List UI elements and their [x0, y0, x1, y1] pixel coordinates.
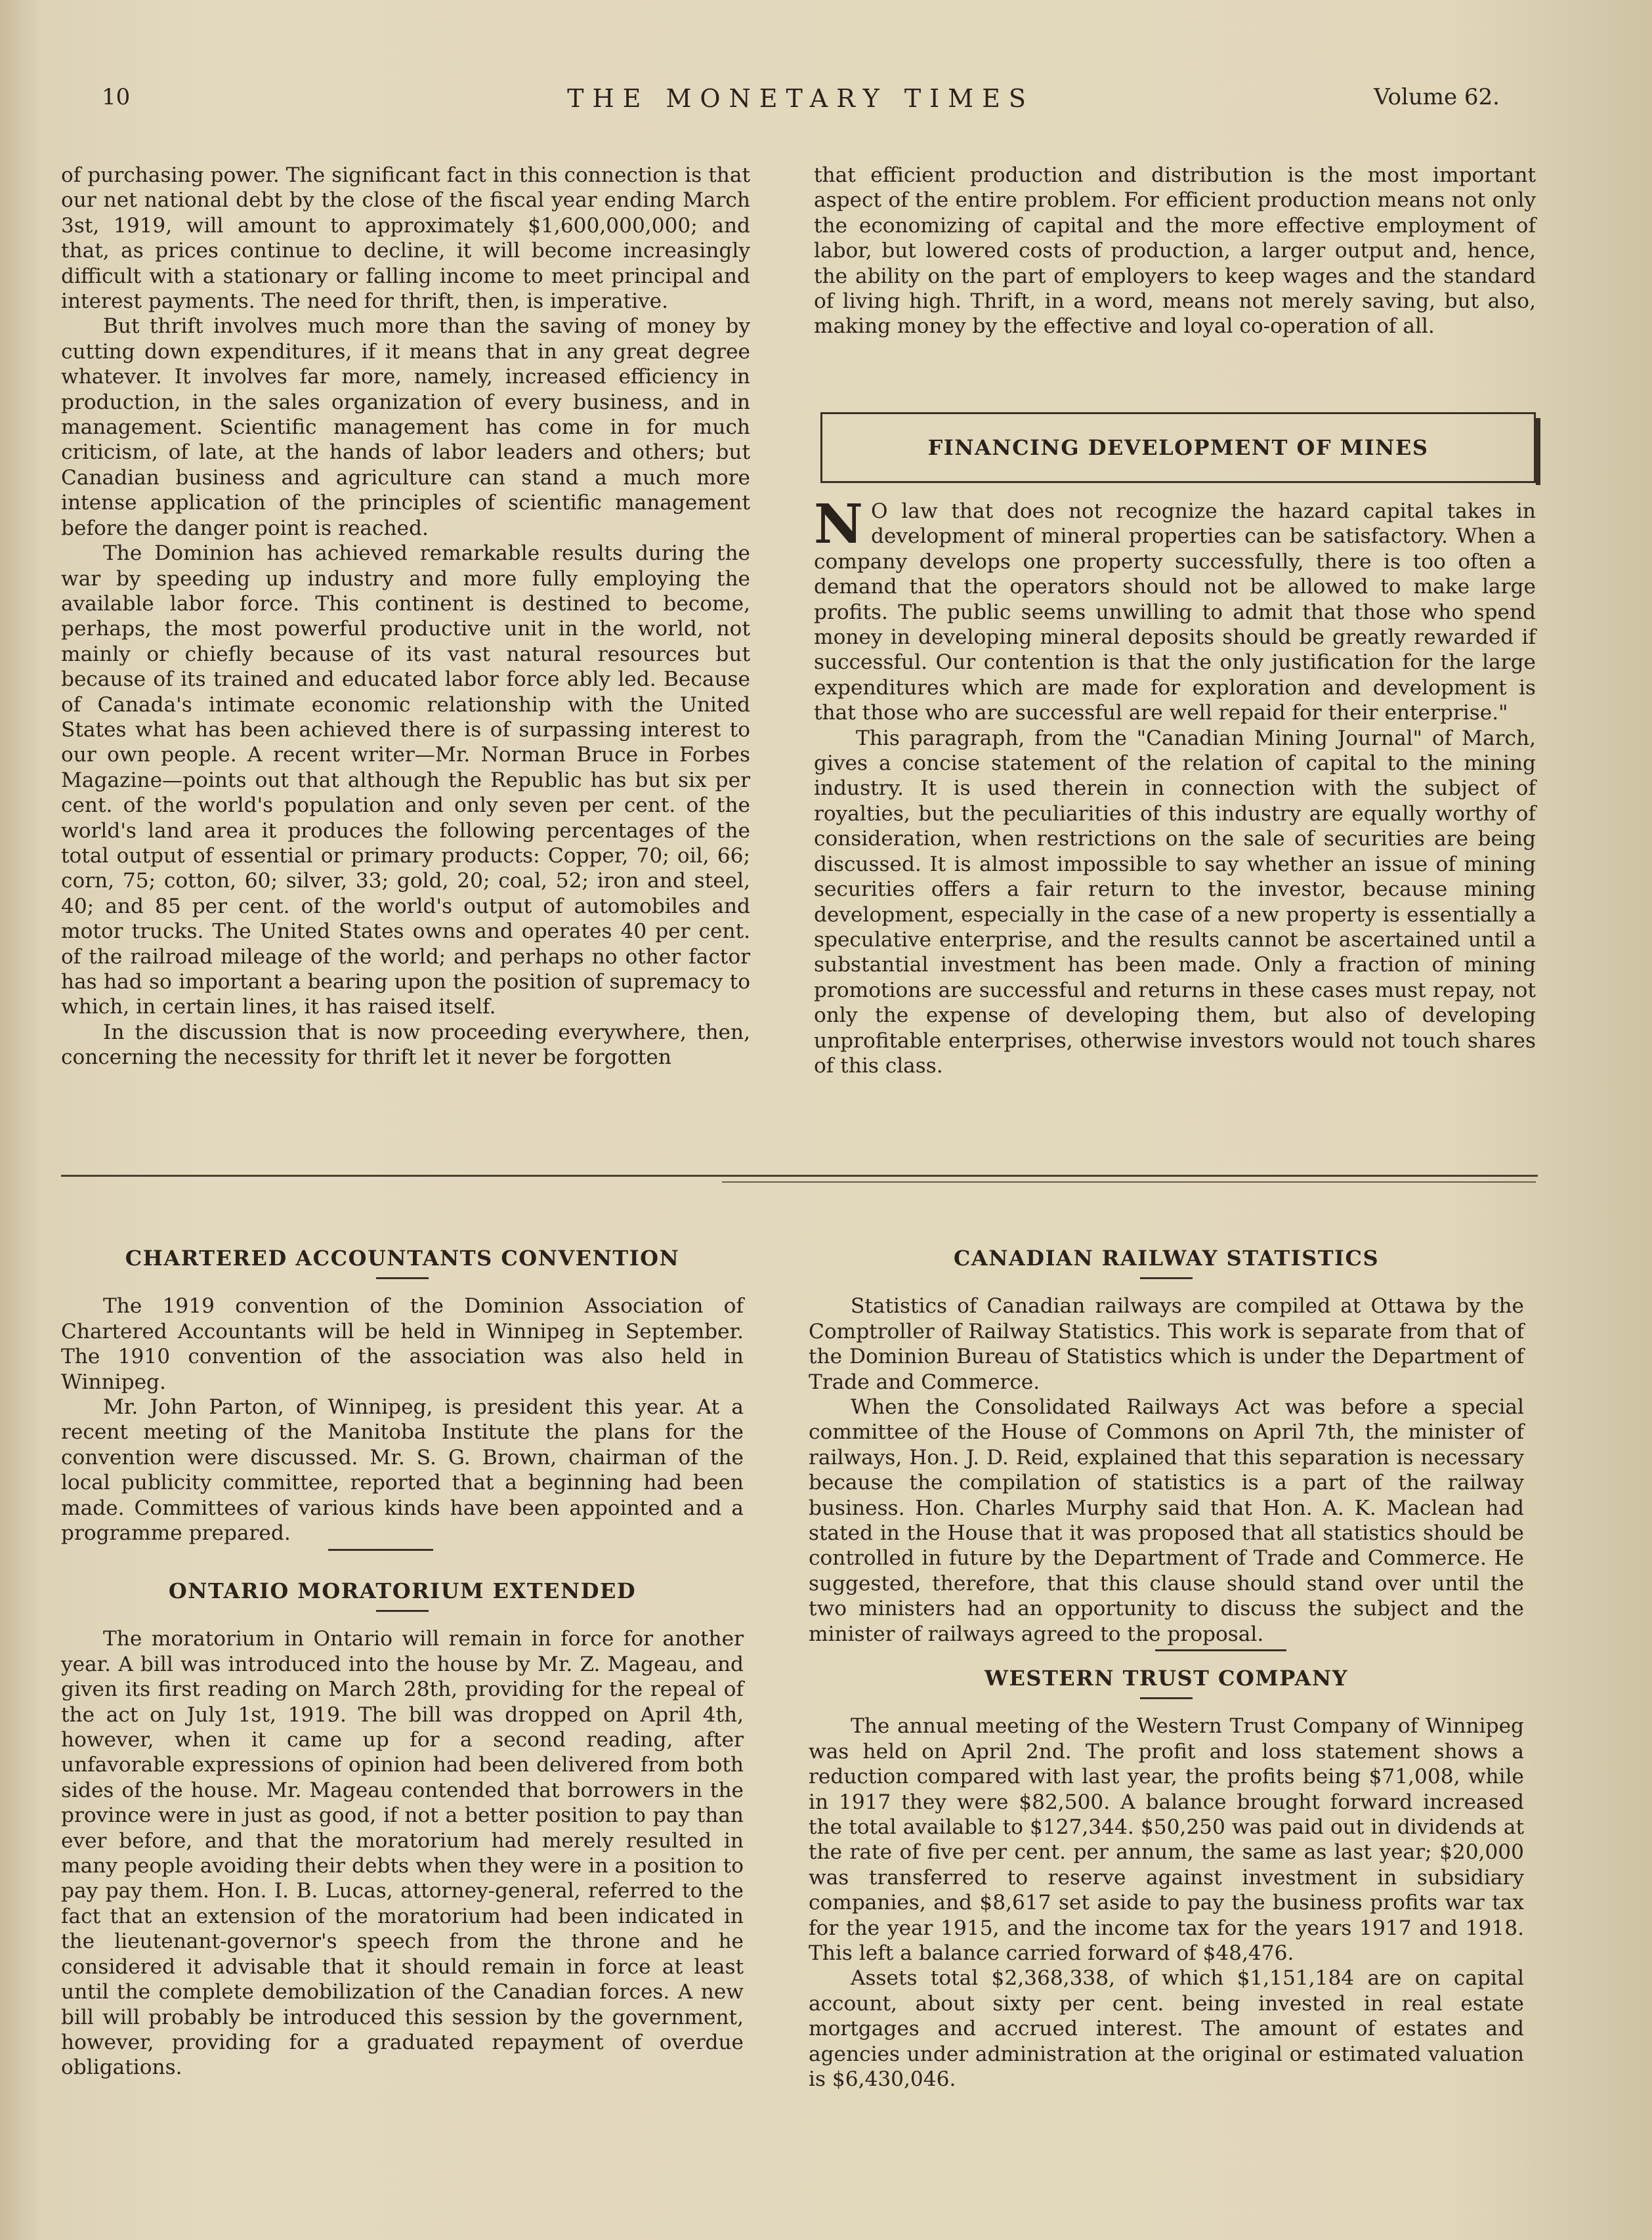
article-heading: FINANCING DEVELOPMENT OF MINES — [927, 435, 1429, 460]
western-trust-article — [809, 1666, 1524, 2092]
article-paragraph: that efficient production and distribution is the most important aspect of the entire problem. For efficient production means not only the economizing of capital and the more effective employment of labor, but lowered costs of production, a larger output and, hence, the ability on the part of employers to keep wages and the standard of living high. Thrift, in a word, means not merely saving, but also, making money by the effective and loyal co-operation of all. — [814, 163, 1536, 339]
journal-title: THE MONETARY TIMES — [567, 84, 1034, 113]
mines-heading-box — [820, 412, 1536, 483]
article-paragraph: The moratorium in Ontario will remain in force for another year. A bill was introduced into the house by Mr. Z. Mageau, and given its first reading on March 28th, providing for the repeal of the act on July 1st, 1919. The bill was dropped on April 4th, however, when it came up for a second reading, after unfavorable expressions of opinion had been delivered from both sides of the house. Mr. Mageau contended that borrowers in the province were in just as good, if not a better position to pay than ever before, and that the moratorium had merely resulted in many people avoiding their debts when they were in a position to pay pay them. Hon. I. B. Lucas, attorney-general, referred to the fact that an extension of the moratorium had been indicated in the lieutenant-governor's speech from the throne and he considered it advisable that it should remain in force at least until the complete demobilization of the Canadian forces. A new bill will probably be introduced this session by the government, however, providing for a graduated repayment of overdue obligations. — [61, 1627, 744, 2080]
page-number: 10 — [102, 84, 131, 110]
article-paragraph: But thrift involves much more than the saving of money by cutting down expenditures, if it means that in any great degree whatever. It involves far more, namely, increased efficiency in production, in the sales organization of every business, and in management. Scientific management has come in for much criticism, of late, at the hands of labor leaders and others; but Canadian business and agriculture can stand a much more intense application of the principles of scientific management before the danger point is reached. — [61, 314, 750, 540]
article-paragraph: In the discussion that is now proceeding everywhere, then, concerning the necessity for thrift let it never be forgotten — [61, 1020, 750, 1070]
article-paragraph: The Dominion has achieved remarkable results during the war by speeding up industry and more fully employing the available labor force. This continent is destined to become, perhaps, the most powerful productive unit in the world, not mainly or chiefly because of its vast natural resources but because of its trained and educated labor force ably led. Because of Canada's intimate economic relationship with the United States what has been achieved there is of surpassing interest to our own people. A recent writer—Mr. Norman Bruce in Forbes Magazine—points out that although the Republic has but six per cent. of the world's population and only seven per cent. of the world's land area it produces the following percentages of the total output of essential or primary products: Copper, 70; oil, 66; corn, 75; cotton, 60; silver, 33; gold, 20; coal, 52; iron and steel, 40; and 85 per cent. of the world's output of automobiles and motor trucks. The United States owns and operates 40 per cent. of the railroad mileage of the world; and perhaps no other factor has had so important a bearing upon the position of supremacy to which, in certain lines, it has raised itself. — [61, 541, 750, 1019]
article-separator-rule — [1155, 1649, 1286, 1651]
heading-rule — [376, 1610, 429, 1612]
article-separator-rule — [328, 1549, 433, 1551]
article-paragraph: of purchasing power. The significant fact in this connection is that our net national debt by the close of the fiscal year ending March 3st, 1919, will amount to approximately $1,600,000,000; and that, as prices continue to decline, it will become increasingly difficult with a stationary or falling income to meet principal and interest payments. The need for thrift, then, is imperative. — [61, 163, 750, 314]
section-divider — [61, 1175, 1538, 1177]
article-paragraph: Statistics of Canadian railways are compiled at Ottawa by the Comptroller of Railway Statistics. This work is separate from that of the Dominion Bureau of Statistics which is under the Department of Trade and Commerce. — [809, 1294, 1524, 1394]
box-shadow-rule — [1536, 418, 1540, 485]
volume-number: Volume 62. — [1374, 84, 1500, 110]
article-heading: WESTERN TRUST COMPANY — [985, 1666, 1348, 1691]
article-paragraph: The annual meeting of the Western Trust Company of Winnipeg was held on April 2nd. The profit and loss statement shows a reduction compared with last year, the profits being $71,008, while in 1917 they were $82,500. A balance brought forward increased the total available to $127,344. $50,250 was paid out in dividends at the rate of five per cent. per annum, the same as last year; $20,000 was transferred to reserve against investment in subsidiary companies, and $8,617 set aside to pay the business profits war tax for the year 1915, and the income tax for the years 1917 and 1918. This left a balance carried forward of $48,476. — [809, 1714, 1524, 1966]
drop-cap: N — [814, 493, 863, 556]
article-paragraph: When the Consolidated Railways Act was before a special committee of the House of Commons on April 7th, the minister of railways, Hon. J. D. Reid, explained that this separation is necessary because the compilation of statistics is a part of the railway business. Hon. Charles Murphy said that Hon. A. K. Maclean had stated in the House that it was proposed that all statistics should be controlled in future by the Department of Trade and Commerce. He suggested, therefore, that this clause should stand over until the two ministers had an opportunity to discuss the subject and the minister of railways agreed to the proposal. — [809, 1395, 1524, 1646]
section-divider-secondary — [722, 1181, 1536, 1183]
article-paragraph: This paragraph, from the "Canadian Mining Journal" of March, gives a concise statement of the relation of capital to the mining industry. It is used therein in connection with the subject of royalties, but the peculiarities of this industry are equally worthy of consideration, when restrictions on the sale of securities are being discussed. It is almost impossible to say whether an issue of mining securities offers a fair return to the investor, because mining development, especially in the case of a new property is essentially a speculative enterprise, and the results cannot be ascertained until a substantial investment has been made. Only a fraction of mining promotions are successful and returns in these cases must repay, not only the expense of developing them, but also of developing unprofitable enterprises, otherwise investors would not touch shares of this class. — [814, 726, 1536, 1078]
article-paragraph: Assets total $2,368,338, of which $1,151,184 are on capital account, about sixty per cent. being invested in real estate mortgages and accrued interest. The amount of estates and agencies under administration at the original or estimated valuation is $6,430,046. — [809, 1966, 1524, 2092]
accountants-article — [61, 1246, 744, 1546]
heading-rule — [1140, 1277, 1193, 1279]
heading-rule — [1140, 1697, 1193, 1699]
article-paragraph: The 1919 convention of the Dominion Association of Chartered Accountants will be held in Winnipeg in September. The 1910 convention of the association was also held in Winnipeg. — [61, 1294, 744, 1394]
article-heading: CHARTERED ACCOUNTANTS CONVENTION — [125, 1246, 680, 1271]
heading-rule — [376, 1277, 429, 1279]
article-heading: CANADIAN RAILWAY STATISTICS — [953, 1246, 1380, 1271]
article-paragraph — [814, 493, 1536, 726]
mines-article — [814, 493, 1536, 1078]
running-head — [102, 84, 1500, 123]
thrift-article — [61, 163, 750, 1070]
article-paragraph: Mr. John Parton, of Winnipeg, is president this year. At a recent meeting of the Manitoba Institute the plans for the convention were discussed. Mr. S. G. Brown, chairman of the local publicity committee, reported that a beginning had been made. Committees of various kinds have been appointed and a programme prepared. — [61, 1395, 744, 1546]
thrift-continuation — [814, 163, 1536, 339]
paragraph-text: O law that does not recognize the hazard capital takes in development of mineral properties can be satisfactory. When a company develops one property successfully, there is too often a demand that the operators should not be allowed to make large profits. The public seems unwilling to admit that those who spend money in developing mineral deposits should be greatly rewarded if successful. Our contention is that the only justification for the large expenditures which are made for exploration and development is that those who are successful are well repaid for their enterprise." — [814, 499, 1536, 725]
ontario-article — [61, 1578, 744, 2081]
railway-article — [809, 1246, 1524, 1647]
article-heading: ONTARIO MORATORIUM EXTENDED — [168, 1578, 637, 1603]
